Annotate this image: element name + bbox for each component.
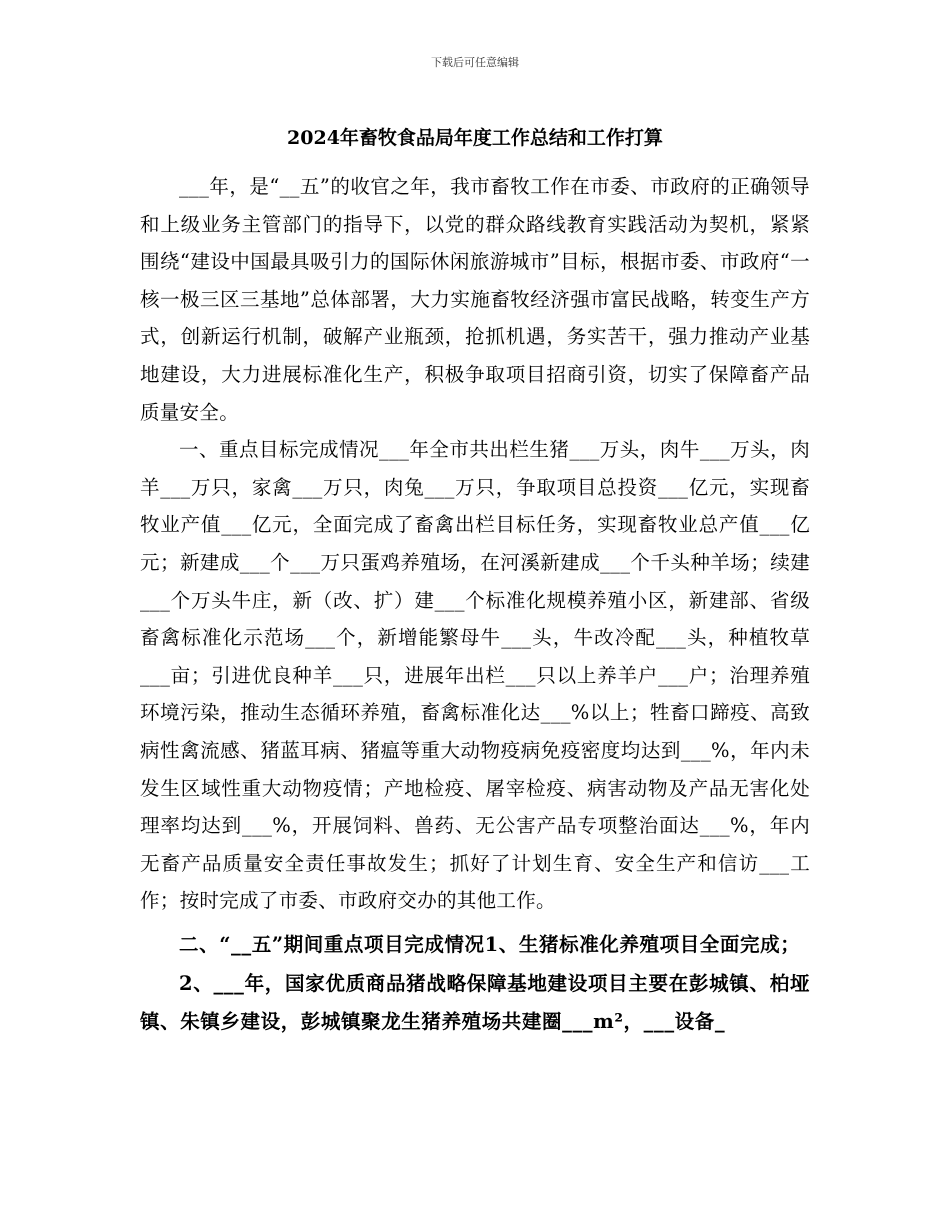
paragraph-project-2: 2、___年，国家优质商品猪战略保障基地建设项目主要在彭城镇、柏垭镇、朱镇乡建设，彭城镇聚龙生猪养殖场共建圈___m²，___设备_ [140,972,810,1034]
header-note: 下载后可任意编辑 [431,56,519,69]
paragraph-intro: ___年，是“__五”的收官之年，我市畜牧工作在市委、市政府的正确领导和上级业务主管部门的指导下，以党的群众路线教育实践活动为契机，紧紧围绕“建设中国最具吸引力的国际休闲旅游城市”目标，根据市委、市政府“一核一极三区三基地”总体部署，大力实施畜牧经济强市富民战略，转变生产方式，创新运行机制，破解产业瓶颈，抢抓机遇，务实苦干，强力推动产业基地建设，大力进展标准化生产，积极争取项目招商引资，切实了保障畜产品质量安全。 [140,175,810,424]
document-title: 2024年畜牧食品局年度工作总结和工作打算 [287,127,663,149]
document-body [140,168,810,1041]
paragraph-key-projects-heading: 二、“__五”期间重点项目完成情况1、生猪标准化养殖项目全面完成； [179,932,801,956]
paragraph-key-targets: 一、重点目标完成情况___年全市共出栏生猪___万头，肉牛___万头，肉羊___万只，家禽___万只，肉兔___万只，争取项目总投资___亿元，实现畜牧业产值___亿元，全面完成了畜禽出栏目标任务，实现畜牧业总产值___亿元；新建成___个___万只蛋鸡养殖场，在河溪新建成___个千头种羊场；续建___个万头牛庄，新（改、扩）建___个标准化规模养殖小区，新建部、省级畜禽标准化示范场___个，新增能繁母牛___头，牛改冷配___头，种植牧草___亩；引进优良种羊___只，进展年出栏___只以上养羊户___户；治理养殖环境污染，推动生态循环养殖，畜禽标准化达___%以上；牲畜口蹄疫、高致病性禽流感、猪蓝耳病、猪瘟等重大动物疫病免疫密度均达到___%，年内未发生区域性重大动物疫情；产地检疫、屠宰检疫、病害动物及产品无害化处理率均达到___%，开展饲料、兽药、无公害产品专项整治面达___%，年内无畜产品质量安全责任事故发生；抓好了计划生育、安全生产和信访___工作；按时完成了市委、市政府交办的其他工作。 [140,438,810,913]
